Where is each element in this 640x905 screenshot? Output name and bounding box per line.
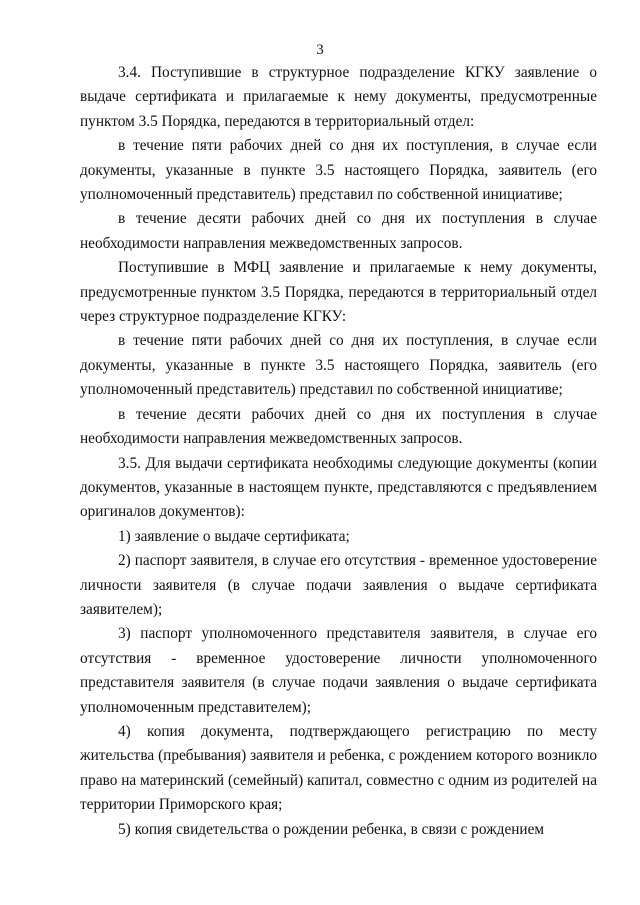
list-item-1: 1) заявление о выдаче сертификата; (118, 527, 350, 545)
paragraph-mfc-ten-days: в течение десяти рабочих дней со дня их поступления в случае необходимости направления межведомственных запросов. (80, 405, 597, 448)
paragraph-3-5: 3.5. Для выдачи сертификата необходимы следующие документы (копии документов, указанные в настоящем пункте, представляются с предъявлением оригиналов документов): (80, 454, 597, 521)
list-item-2: 2) паспорт заявителя, в случае его отсутствия - временное удостоверение личности заявителя (в случае подачи заявления о выдаче сертификата заявителем); (80, 552, 597, 618)
paragraph-3-4: 3.4. Поступившие в структурное подразделение КГКУ заявление о выдаче сертификата и прилагаемые к нему документы, предусмотренные пунктом 3.5 Порядка, передаются в территориальный отдел: (80, 64, 597, 130)
list-item-3: 3) паспорт уполномоченного представителя заявителя, в случае его отсутствия - временное удостоверение личности уполномоченного представителя заявителя (в случае подачи заявления о выдаче сертификата уполномоченным представителем); (80, 625, 597, 716)
page-number: 3 (316, 42, 324, 58)
document-body (80, 61, 597, 842)
list-item-5: 5) копия свидетельства о рождении ребенка, в связи с рождением (118, 820, 545, 838)
paragraph-mfc-five-days: в течение пяти рабочих дней со дня их поступления, в случае если документы, указанные в пункте 3.5 настоящего Порядка, заявитель (его уполномоченный представитель) представил по собственной инициативе; (80, 332, 597, 399)
paragraph-five-days: в течение пяти рабочих дней со дня их поступления, в случае если документы, указанные в пункте 3.5 настоящего Порядка, заявитель (его уполномоченный представитель) представил по собственной инициативе; (80, 137, 597, 204)
list-item-4: 4) копия документа, подтверждающего регистрацию по месту жительства (пребывания) заявителя и ребенка, с рождением которого возникло право на материнский (семейный) капитал, совместно с одним из родителей на территории Приморского края; (80, 722, 597, 814)
paragraph-ten-days: в течение десяти рабочих дней со дня их поступления в случае необходимости направления межведомственных запросов. (80, 210, 597, 252)
paragraph-mfc: Поступившие в МФЦ заявление и прилагаемые к нему документы, предусмотренные пунктом 3.5 Порядка, передаются в территориальный отдел через структурное подразделение КГКУ: (80, 259, 597, 326)
